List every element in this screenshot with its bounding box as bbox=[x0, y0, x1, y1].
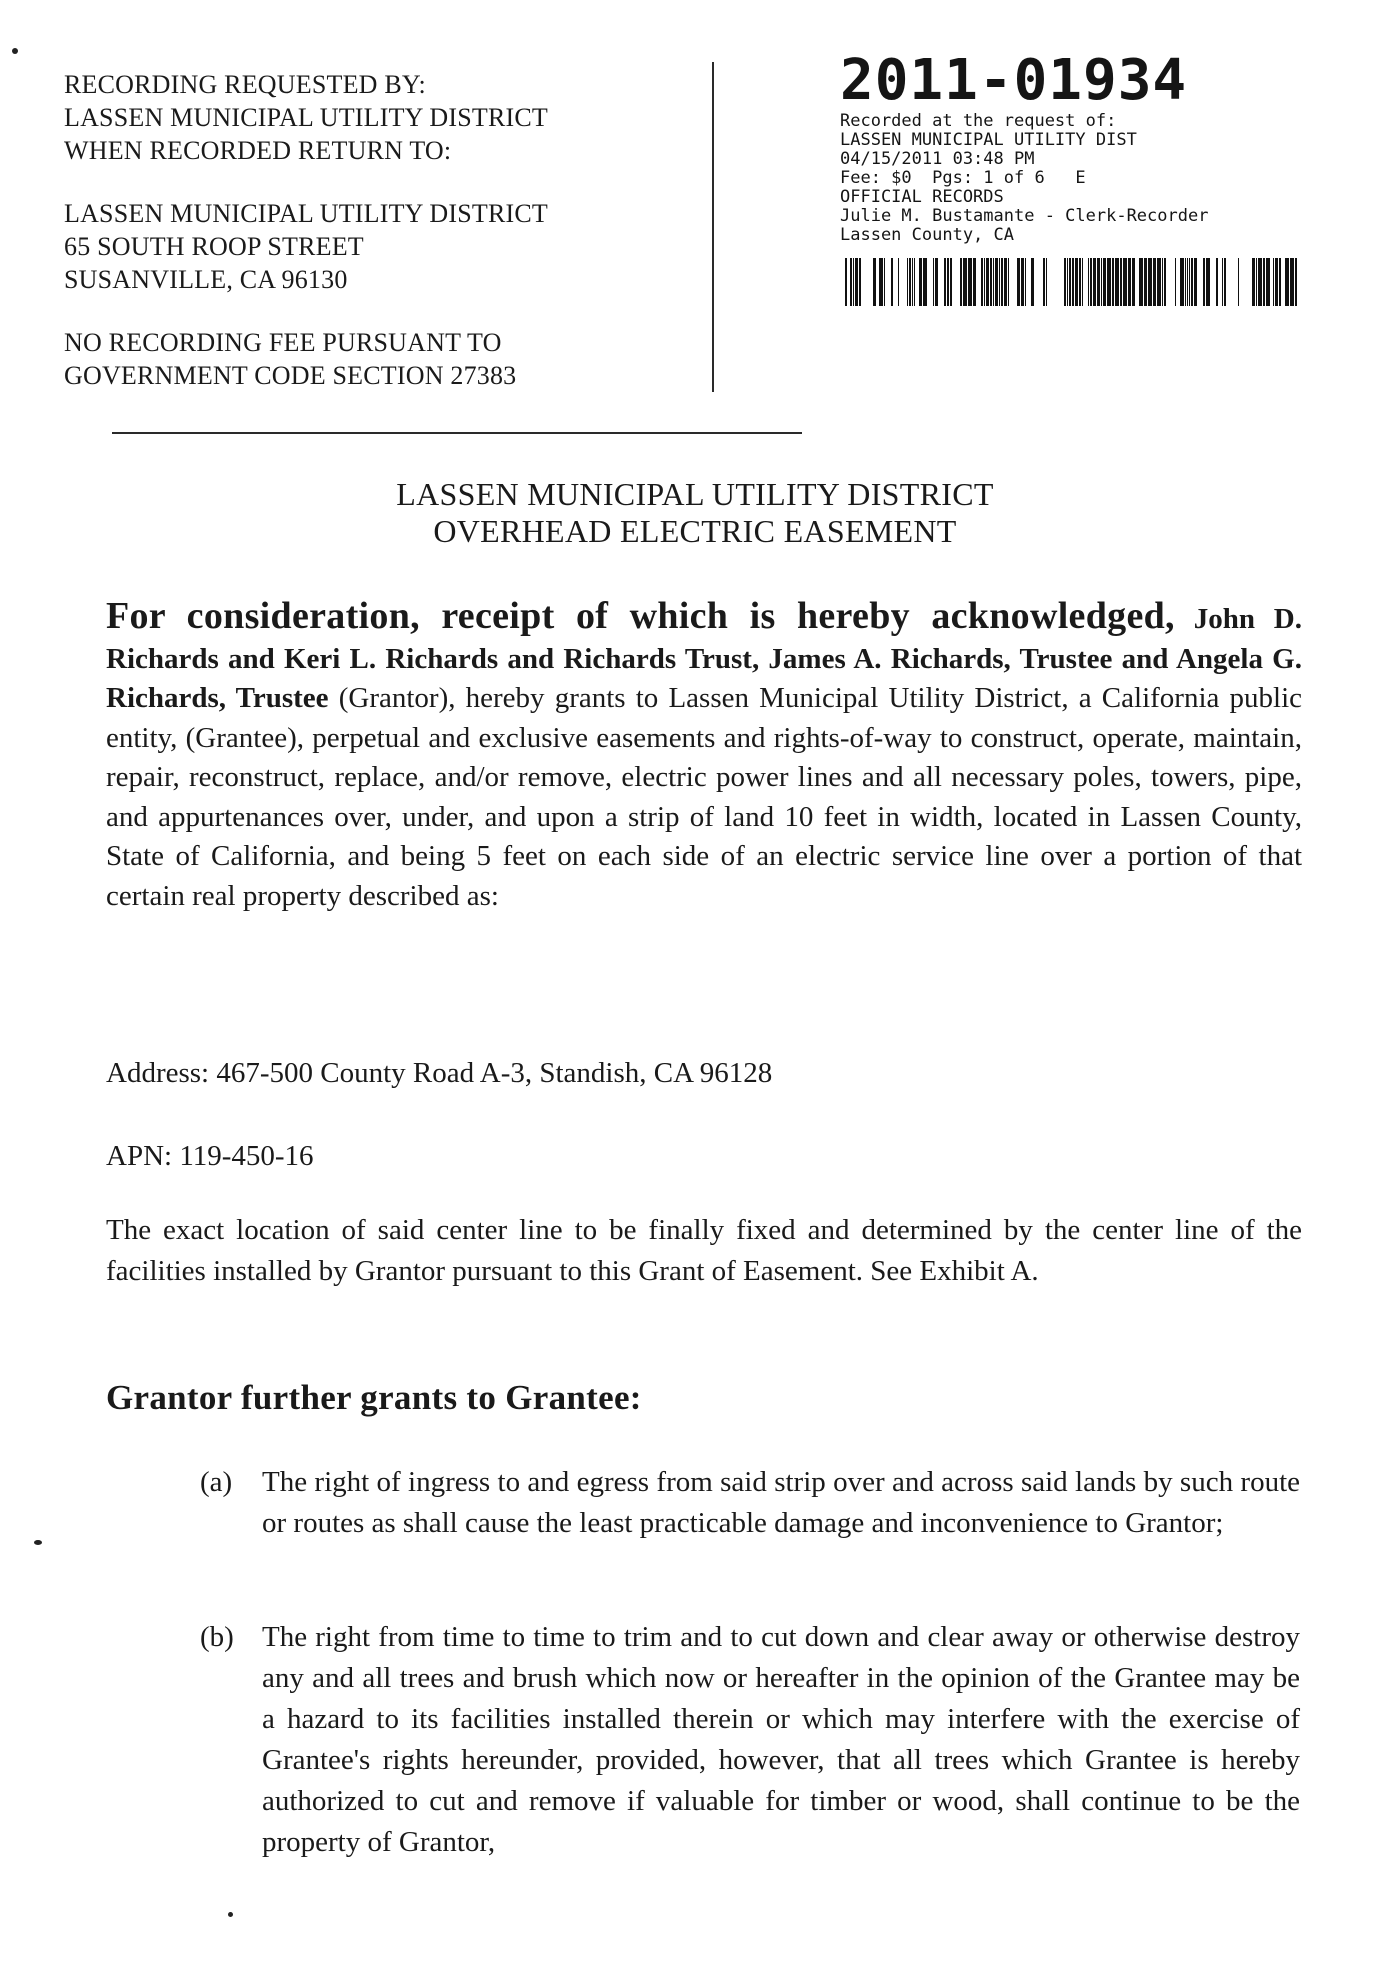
list-item bbox=[200, 1617, 1300, 1863]
grantor-names: John D. Richards and Keri L. Richards and Richards Trust, James A. Richards, Trustee and Angela G. Richards, Trustee bbox=[106, 603, 1302, 714]
list-item-label: (b) bbox=[200, 1621, 234, 1653]
barcode-icon bbox=[845, 258, 1300, 306]
location-paragraph: The exact location of said center line to be finally fixed and determined by the center line of the facilities installed by Grantor pursuant to this Grant of Easement. See Exhibit A. bbox=[106, 1214, 1302, 1287]
grant-terms: (Grantor), hereby grants to Lassen Municipal Utility District, a California public entity, (Grantee), perpetual and exclusive easements and rights-of-way to construct, operate, maintain, repair, reconstruct, replace, and/or remove, electric power lines and all necessary poles, towers, pipe, and appurtenances over, under, and upon a strip of land 10 feet in width, located in Lassen County, State of California, and being 5 feet on each side of an electric service line over a portion of that certain real property described as: bbox=[106, 682, 1303, 912]
header-divider-horizontal bbox=[112, 432, 802, 434]
return-to-street: 65 SOUTH ROOP STREET bbox=[64, 232, 364, 261]
return-to-city: SUSANVILLE, CA 96130 bbox=[64, 265, 348, 294]
list-item-text: The right of ingress to and egress from said strip over and across said lands by such route or routes as shall cause the least practicable damage and inconvenience to Grantor; bbox=[262, 1466, 1300, 1539]
grant-paragraph bbox=[106, 597, 1302, 916]
requested-by-label: RECORDING REQUESTED BY: bbox=[64, 70, 426, 99]
recording-header bbox=[64, 68, 548, 392]
scan-mark bbox=[12, 48, 18, 54]
list-item bbox=[200, 1462, 1300, 1544]
property-apn: APN: 119-450-16 bbox=[106, 1140, 314, 1172]
scan-mark bbox=[228, 1912, 233, 1917]
scan-mark bbox=[34, 1540, 42, 1545]
recorder-stamp bbox=[840, 48, 1209, 245]
list-item-text: The right from time to time to trim and to cut down and clear away or otherwise destroy any and all trees and brush which now or hereafter in the opinion of the Grantee may be a hazard to its facilities installed therein or which may interfere with the exercise of Grantee's rights hereunder, provided, however, that all trees which Grantee is hereby authorized to cut and remove if valuable for timber or wood, shall continue to be the property of Grantor, bbox=[262, 1621, 1300, 1858]
fee-note-line1: NO RECORDING FEE PURSUANT TO bbox=[64, 328, 502, 357]
requested-by-name: LASSEN MUNICIPAL UTILITY DISTRICT bbox=[64, 103, 548, 132]
list-item-label: (a) bbox=[200, 1466, 233, 1498]
title-line-1: LASSEN MUNICIPAL UTILITY DISTRICT bbox=[396, 476, 994, 512]
document-title bbox=[0, 476, 1390, 550]
section-heading: Grantor further grants to Grantee: bbox=[106, 1378, 642, 1417]
title-line-2: OVERHEAD ELECTRIC EASEMENT bbox=[433, 513, 957, 549]
return-to-label: WHEN RECORDED RETURN TO: bbox=[64, 136, 452, 165]
grant-lead: For consideration, receipt of which is hereby acknowledged, bbox=[106, 595, 1175, 637]
document-number: 2011-01934 bbox=[840, 48, 1188, 113]
property-address: Address: 467-500 County Road A-3, Standish, CA 96128 bbox=[106, 1057, 773, 1089]
header-divider-vertical bbox=[712, 62, 714, 392]
return-to-name: LASSEN MUNICIPAL UTILITY DISTRICT bbox=[64, 199, 548, 228]
recorder-stamp-text: Recorded at the request of: LASSEN MUNICIPAL UTILITY DIST 04/15/2011 03:48 PM Fee: $0 Pgs: 1 of 6 E OFFICIAL RECORDS Julie M. Bustamante - Clerk-Recorder Lassen County, CA bbox=[840, 111, 1209, 245]
fee-note-line2: GOVERNMENT CODE SECTION 27383 bbox=[64, 361, 517, 390]
